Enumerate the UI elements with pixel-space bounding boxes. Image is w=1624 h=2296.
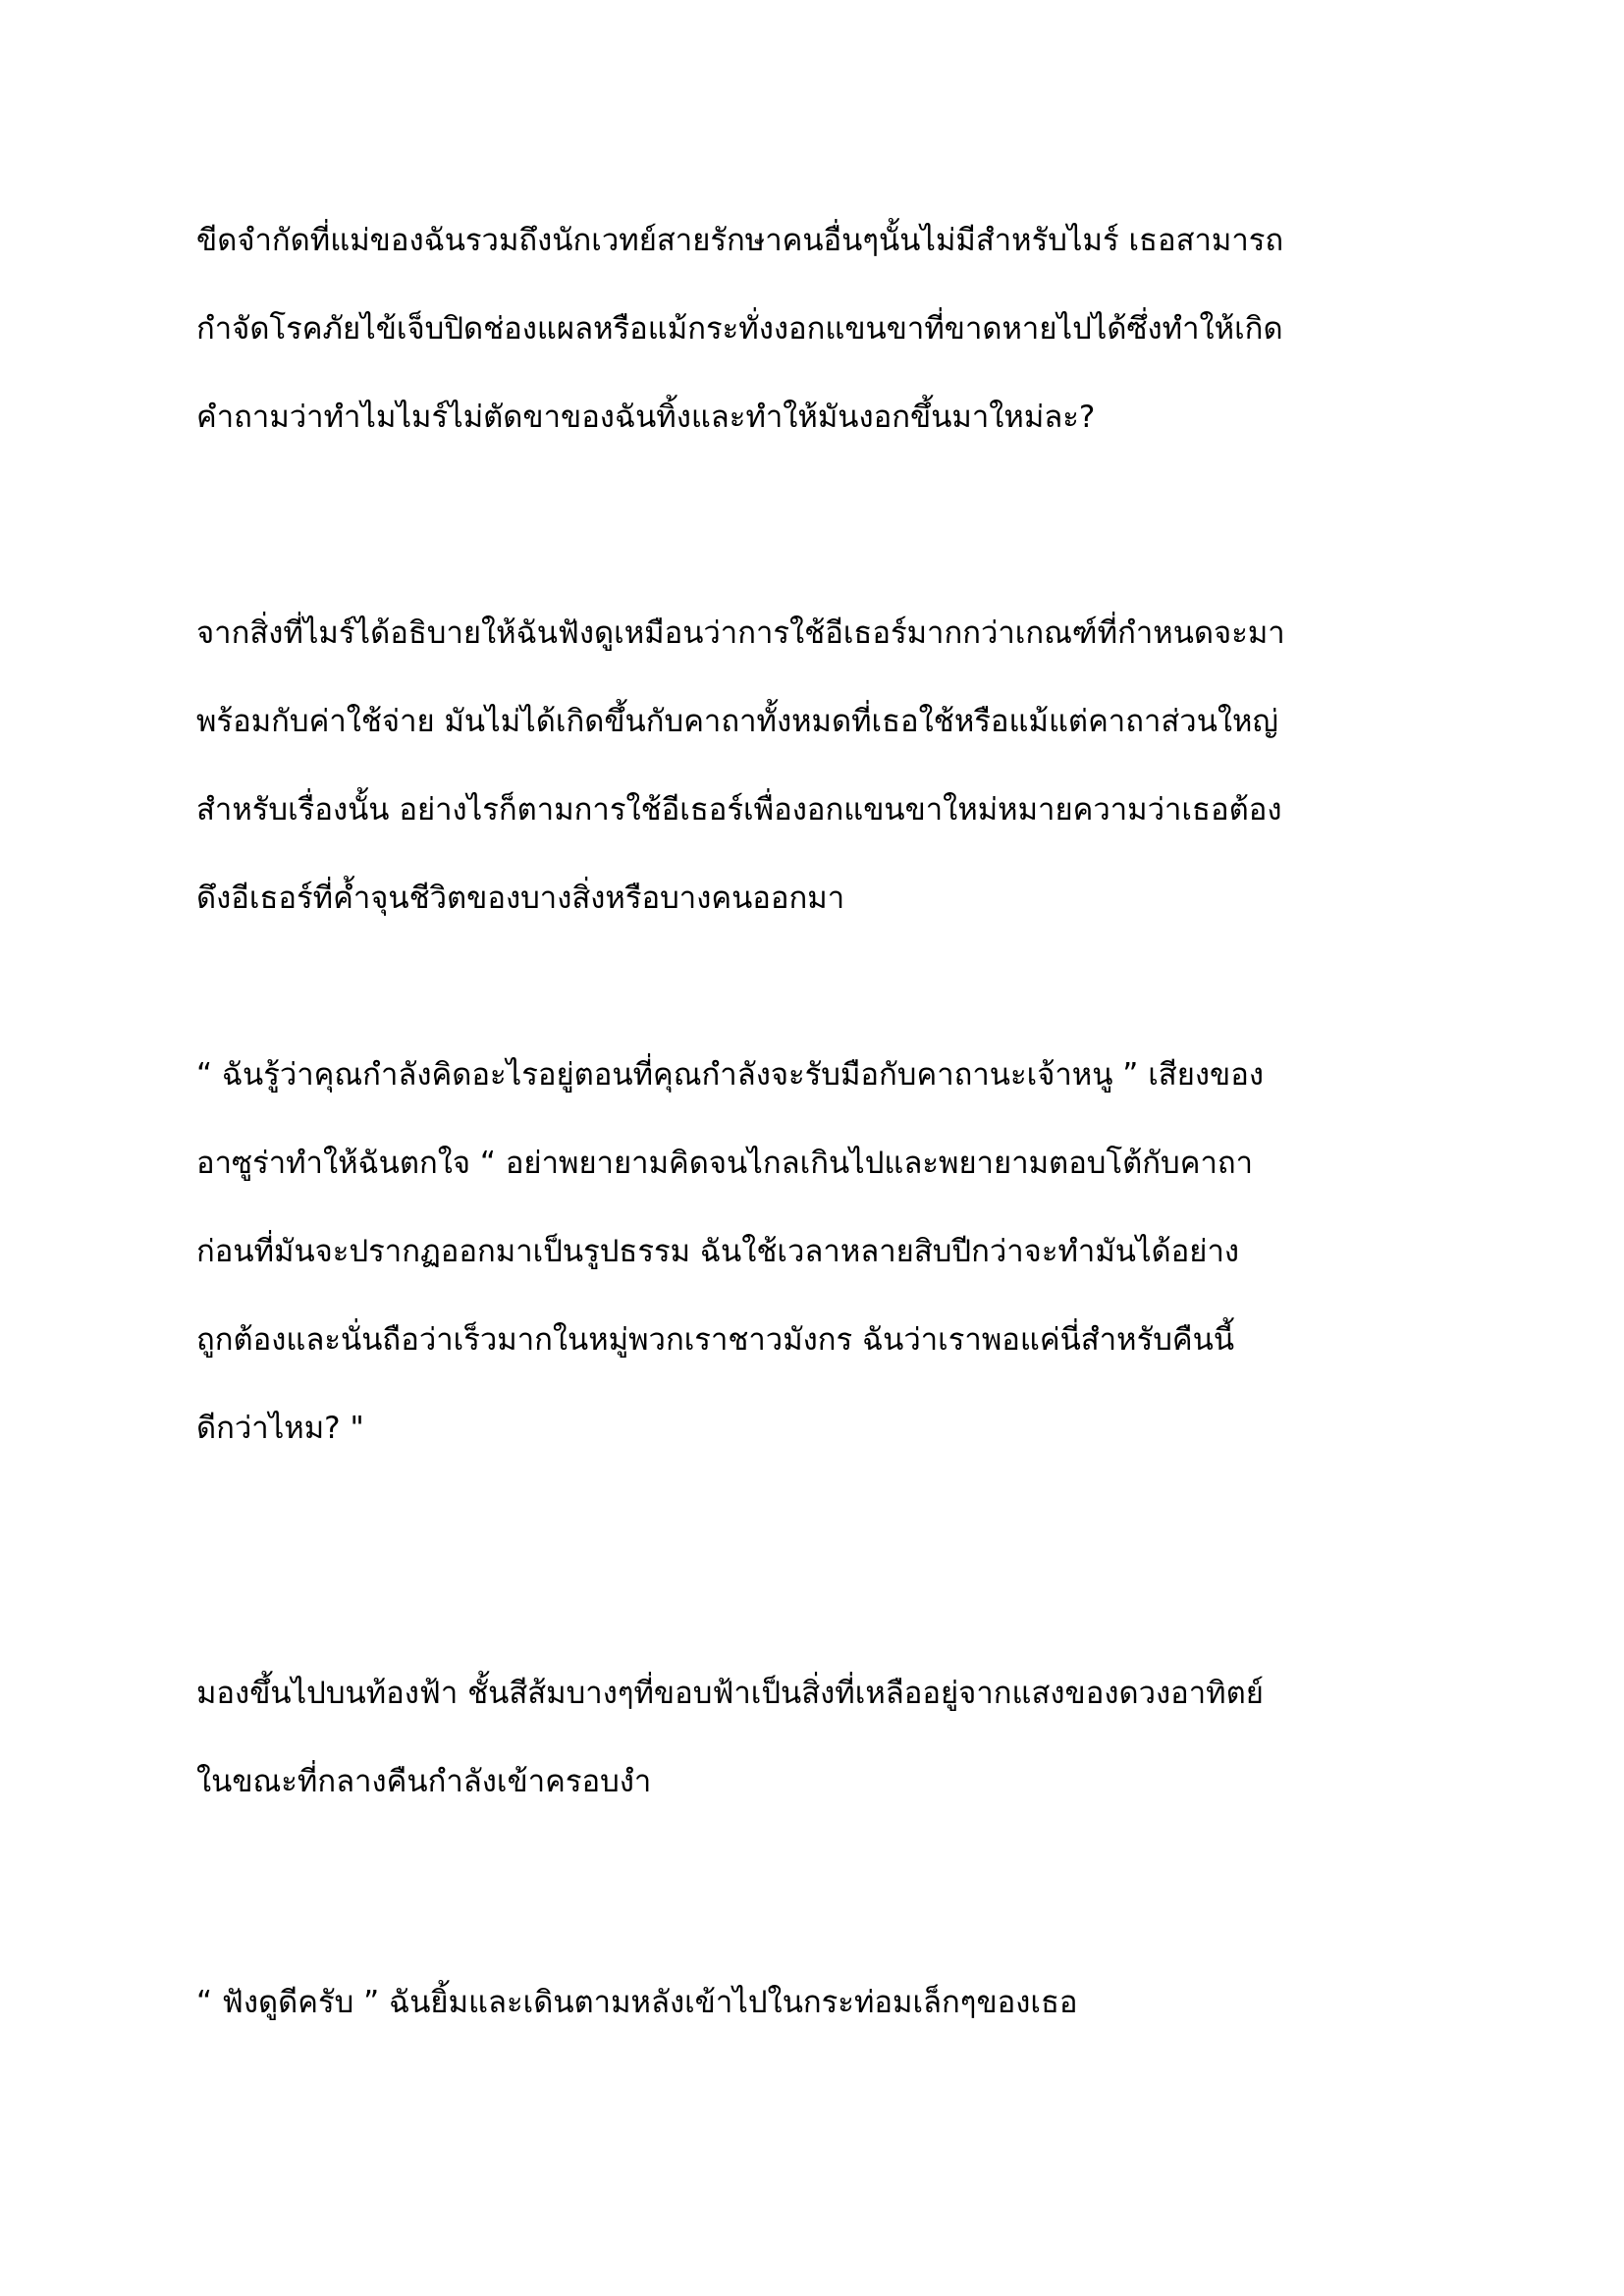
paragraph-sylvia-dialogue [196,1031,1463,1472]
text-line: ดึงอีเธอร์ที่ค้ำจุนชีวิตของบางสิ่งหรือบางคนออกมา [196,881,845,916]
text-line: “ ฉันรู้ว่าคุณกำลังคิดอะไรอยู่ตอนที่คุณกำลังจะรับมือกับคาถานะเจ้าหนู ” เสียงของ [196,1057,1264,1093]
text-line: คำถามว่าทำไมไมร์ไม่ตัดขาของฉันทิ้งและทำให้มันงอกขึ้นมาใหม่ละ? [196,400,1096,435]
paragraph-ether-cost [196,589,1463,942]
text-line: พร้อมกับค่าใช้จ่าย มันไม่ได้เกิดขึ้นกับคาถาทั้งหมดที่เธอใช้หรือแม้แต่คาถาส่วนใหญ่ [196,704,1278,739]
text-line: สำหรับเรื่องนั้น อย่างไรก็ตามการใช้อีเธอร์เพื่องอกแขนขาใหม่หมายความว่าเธอต้อง [196,792,1282,828]
text-line: ในขณะที่กลางคืนกำลังเข้าครอบงำ [196,1764,652,1799]
text-line: ดีกว่าไหม? " [196,1411,364,1446]
paragraph-sky-description [196,1649,1463,1826]
text-line: จากสิ่งที่ไมร์ได้อธิบายให้ฉันฟังดูเหมือนว่าการใช้อีเธอร์มากกว่าเกณฑ์ที่กำหนดจะมา [196,615,1285,651]
text-line: กำจัดโรคภัยไข้เจ็บปิดช่องแผลหรือแม้กระทั่งงอกแขนขาที่ขาดหายไปได้ซึ่งทำให้เกิด [196,311,1283,347]
text-line: ก่อนที่มันจะปรากฏออกมาเป็นรูปธรรม ฉันใช้เวลาหลายสิบปีกว่าจะทำมันได้อย่าง [196,1234,1240,1269]
paragraph-reply [196,1958,1463,2047]
text-line: ถูกต้องและนั่นถือว่าเร็วมากในหมู่พวกเราชาวมังกร ฉันว่าเราพอแค่นี่สำหรับคืนนี้ [196,1322,1235,1358]
text-line: ขีดจำกัดที่แม่ของฉันรวมถึงนักเวทย์สายรักษาคนอื่นๆนั้นไม่มีสำหรับไมร์ เธอสามารถ [196,223,1284,258]
text-line: อาซูร่าทำให้ฉันตกใจ “ อย่าพยายามคิดจนไกลเกินไปและพยายามตอบโต้กับคาถา [196,1146,1254,1181]
text-line: “ ฟังดูดีครับ ” ฉันยิ้มและเดินตามหลังเข้าไปในกระท่อมเล็กๆของเธอ [196,1985,1078,2020]
paragraph-healing-limits [196,196,1463,461]
text-line: มองขึ้นไปบนท้องฟ้า ชั้นสีส้มบางๆที่ขอบฟ้าเป็นสิ่งที่เหลืออยู่จากแสงของดวงอาทิตย์ [196,1676,1264,1711]
